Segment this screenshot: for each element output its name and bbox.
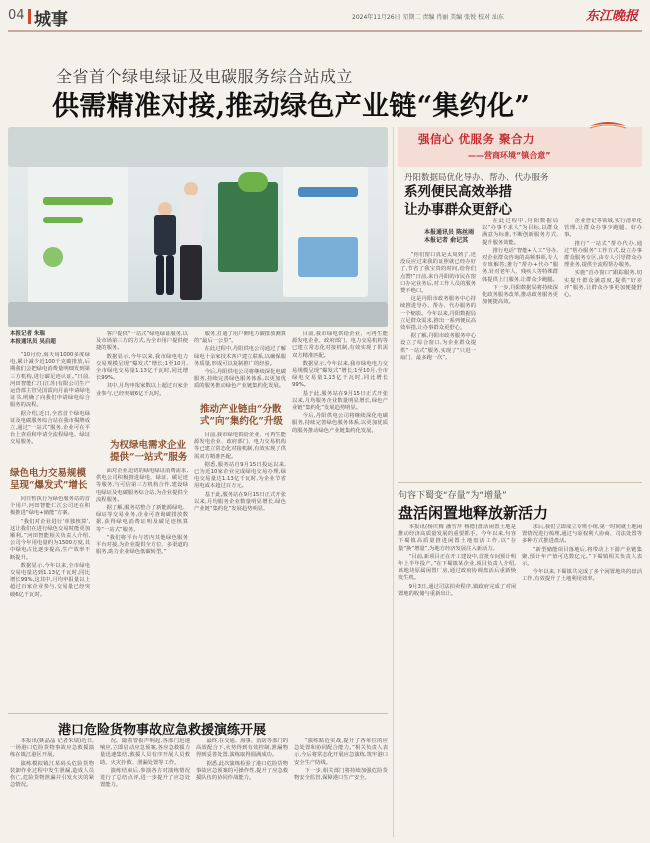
promo-slogan: 强信心 优服务 聚合力 <box>418 132 536 146</box>
right-story-col3: 企业登记等领域,实行清单化管理,让群众办事少跑腿、好办事。 推行“一站式”帮办代办,通过“帮办服务”工作方式,设立办事群众服务专区,由专人引导群众办理业务,提供全流程帮办服务。 实施“首办窗口”跟踪服务,切实提升群众满意度,提供“好差评”服务,让群众办事更加便捷舒心。 <box>564 218 642 299</box>
column-divider <box>393 127 394 837</box>
bottom-story-col4: “演练贴近实战,提升了各单位的应急处置和协同配合能力。”相关负责人表示,今后将常态化开展应急演练,筑牢港口安全生产防线。 下一步,相关部门将持续加强危险货物安全监管,保障港口生产安全。 <box>294 738 388 782</box>
bottom-story-col3: 最终,在交通、海事、消防等部门的高效配合下,火势得到有效控制,泄漏物得到妥善处置,演练取得圆满成功。 据悉,此次演练检验了港口危险货物事故应急预案的可操作性,提升了应急救援队伍的协同作战能力。 <box>196 738 288 782</box>
lead-col1: “10月份,海天用1000多度绿电,累计减少近100千克碳排放,后期我们会把绿电消费量明细发到第三方机构,进行碳足迹认证。”日前,河田智能仁江(江苏)有限公司生产运营部主管吴国霞向月前申请绿电证书,明确了向我们申请绿电综合服务的流程。 据介绍,近日,全省首个绿电绿证及电碳服务综合站在我市揭牌成立,通过“一站式”服务,企业可在平台上查看和申请全流程绿电、绿证交易服务。 <box>10 352 90 446</box>
mid-story-kicker: 句容下蜀变“存量”为“增量” <box>398 491 507 501</box>
page-number: 04 <box>8 8 25 23</box>
lead-col3b: 面对企业迫切的绿电绿证消费需求,供电公司积极推进绿电、绿证、碳足迹等服务,与可信第三方机构合作,建设绿电绿证及电碳服务综合站,为企业提供全流程服务。 据了解,服务站整合了新能源绿电、绿证等交易业务,企业可查询碳排放数据,获得绿电消费证明及碳足迹核算等“一站式”服务。 “我们将平台与省内其他绿色服务平台对接,为企业提供全方位、多渠道的服务,助力企业绿色低碳转型。” <box>96 468 188 556</box>
lead-col4b: 目前,我市绿电供给企业、可再生能源发电企业、政府部门、电力交易机构等已建立常态化对接机制,有效实现了供需双方精准匹配。 据悉,服务站自9月15日投运以来,已为近10家企业完成绿电交易办理,绿电交易量达1.13亿千瓦时,为企业节省用电成本超过百万元。 基于此,服务站在9月15日正式开张以来,月均服务企业数量明显增长,绿色产业链“集约化”发展趋势明显。 <box>194 432 286 513</box>
right-story-kicker: 丹阳数据局优化导办、帮办、代办服务 <box>404 173 549 183</box>
promo-subtitle: ——营商环境“镇合意” <box>468 151 551 160</box>
ribbon-icon <box>588 118 628 134</box>
right-story-byline: 本报通讯员 陈丝雨 本报记者 俞记其 <box>424 229 475 244</box>
date-line: 2024年11月26日 星期二 责编 肖丽 美编 张悦 校对 汕东 <box>352 14 504 21</box>
lead-subhead-2: 为权绿电需求企业提供“一站式”服务 <box>110 440 188 463</box>
right-story-col2: 在此过程中,丹阳数据局以“办事不求人”为目标,以群众满意为标准,不断创新服务方式,提升服务效能。 推行电话“智能+人工”导办,对企业群众咨询的高频事项,专人专班解答;推行“帮办+代办”服务,针对老年人、残疾人等特殊群体提供上门服务,让群众少跑腿。 下一步,丹阳数据局将持续深化政务服务改革,推动政务服务更加便捷高效。 <box>482 218 558 306</box>
lead-subhead-3: 推动产业链由“分散式”向“集约化”升级 <box>200 404 283 427</box>
top-rule <box>8 30 642 32</box>
lead-col2: 同日暂执行为绿色服务站的首个用户,河田智能仁江公司还在积极推进“绿电+储能”方案。 “我们对企业进行‘单独核算’,这让我们在进行绿色交易时能更加顺利。”河田智能相关负责人介绍,公司今年用电量约为1500万度,其中绿电占比逐步提高,生产效率不断提升。 数据显示,今年以来,全市绿电交易电量达到1.13亿千瓦时,同比增长99%,这其中,月均申报量以上超过百家企业参与,交易量已经突破6亿千瓦时。 <box>10 496 90 598</box>
lead-col5: 目前,我市绿电供给企业、可再生能源发电企业、政府部门、电力交易机构等已建立常态化对接机制,有效实现了供需双方精准匹配。 数据显示,今年以来,我市绿电电力交易规模呈现“爆发式”增长;1至10月,全市绿电交易量1.13亿千瓦时,同比增长99%。 基于此,服务站在9月15日正式开张以来,月均服务企业数量明显增长,绿色产业链“集约化”发展趋势明显。 今后,丹阳供电公司将继续深化电碳服务,持续完善绿色服务体系,以更加优质的服务推动绿色产业链集约化发展。 <box>292 331 388 434</box>
lead-kicker: 全省首个绿电绿证及电碳服务综合站成立 <box>56 67 354 86</box>
mid-story-headline: 盘活闲置地释放新活力 <box>398 504 549 522</box>
mid-story-col1: 本报讯(杨庆梅 潘雪芹 杨德)盘活闲置土地是推动经济高质量发展的重要抓手。今年以来,句容下蜀镇高质量推进闲置土地盘活工作,以“存量”换“增量”,为地方经济发展注入新活力。 “目前,新项目正在开工建设中,首批车间预计明年上半年投产。”在下蜀镇某企业,项目负责人介绍,该地块原属闲置厂房,通过政府协调盘活后重新焕发生机。 9月3日,通过司法拍卖程序,镇政府完成了对闲置地的收储与重新出让。 <box>398 524 516 597</box>
bottom-story-col2: 况。随着警报声响起,各部门迅速响应,立即启动应急预案,各应急救援力量迅速集结,救援人员有序开展人员救助、火灾扑救、泄漏处置等工作。 演练结束后,参演各方对演练情况进行了总结点评,进一步提升了应急处置能力。 <box>100 738 190 789</box>
right-story-headline: 系列便民高效举措 让办事群众更舒心 <box>404 184 512 218</box>
section-title: 城事 <box>34 10 68 30</box>
mid-story-rule <box>398 482 642 483</box>
lead-headline: 供需精准对接,推动绿色产业链“集约化” <box>52 91 531 122</box>
mid-story-col2: 求后,我们立即成立专班小组,第一时间就土地闲置情况进行梳理,通过与原权利人协商、司法处置等多种方式推进盘活。 “新型储能项目落地后,将带动上下游产业链集聚,预计年产值可达数亿元。”下蜀镇相关负责人表示。 今年以来,下蜀镇共完成了多个闲置地块的盘活工作,有效提升了土地利用效率。 <box>522 524 642 583</box>
lead-col4: 服务,打通了用户侧电力碳排放测算的“最后一公里”。 在此过程中,丹阳供电公司通过了解绿电十余家技术客户建立联系,以确保服务质量,形成可以复制推广的经验。 今后,丹阳供电公司将继续深化电碳服务,持续完善绿色服务体系,以更加优质的服务推动绿色产业链集约化发展。 <box>194 331 286 390</box>
lead-photo <box>8 127 388 327</box>
lead-byline: 本报记者 朱瑞 本报通讯员 吴启超 <box>10 331 56 345</box>
bottom-story-headline: 港口危险货物事故应急救援演练开展 <box>58 723 267 738</box>
right-story-col1: “你们窗口真是太周到了,还没反应过来我的证照就已经办好了,节省了我宝贵的时间,给你们点赞!”日前,来自丹阳的市民在窗口办完业务后,对工作人员的服务赞不绝口。 这是丹阳市政务服务中心持续推进导办、帮办、代办服务的一个缩影。今年以来,丹阳数据局立足群众需求,推出一系列便民高效举措,让办事群众更舒心。 据了解,丹阳市政务服务中心设立了综合窗口,为企业群众提供“一站式”服务,实现了“只进一扇门、最多跑一次”。 <box>400 252 476 361</box>
section-divider <box>28 9 31 24</box>
lead-col3: 客户提供“一站式”绿电绿证服务,以及市场第三方的方式,为全市用户提供便捷的服务。 数据显示,今年以来,我市绿电电力交易规模呈现“爆发式”增长;1至10月,全市绿电交易量1.13亿千瓦时,同比增长99%。 其中,月均申报家数以上超过百家企业参与,已经突破6亿千瓦时。 <box>96 331 188 397</box>
bottom-story-col1: 本报讯(姚晶晶 记者朱瑞)近日,一场港口危险货物事故应急救援演练在镇江港区开展。 演练模拟镇江某码头危险货物装卸作业过程中发生泄漏,造成人员伤亡,危险货物泄漏并引发火灾的紧急情况。 <box>10 738 94 789</box>
bottom-story-rule <box>8 713 388 714</box>
lead-subhead-1: 绿色电力交易规模呈现“爆发式”增长 <box>10 468 88 491</box>
newspaper-logo: 东江晚报 <box>586 9 639 24</box>
